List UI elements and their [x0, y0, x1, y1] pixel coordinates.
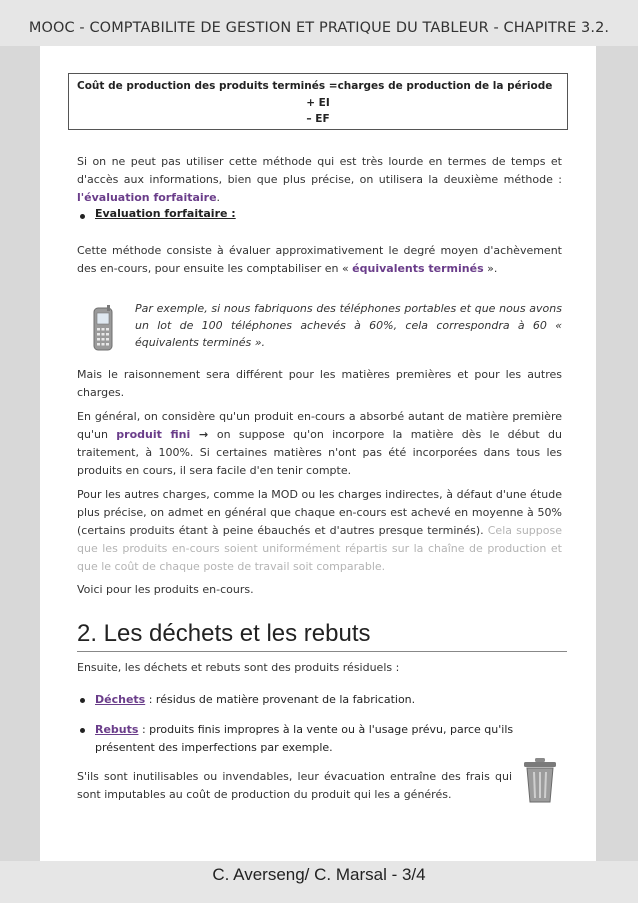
bullet-label: Evaluation forfaitaire :: [95, 207, 236, 220]
bullet-text: : produits finis impropres à la vente ou à l'usage prévu, parce qu'ils présentent des imperfections par exemple.: [95, 723, 514, 754]
formula-line-1: Coût de production des produits terminés =charges de production de la période: [77, 80, 553, 92]
paragraph-autres-charges: [77, 486, 562, 576]
bullet-dot: [80, 698, 85, 703]
trash-can-icon: [519, 756, 561, 804]
formula-line-2: + EI: [306, 97, 330, 109]
paragraph-evacuation: S'ils sont inutilisables ou invendables, leur évacuation entraîne des frais qui sont imputables au coût de production du produit qui les a générés.: [77, 770, 512, 801]
page-header: MOOC - COMPTABILITE DE GESTION ET PRATIQUE DU TABLEUR - CHAPITRE 3.2.: [28, 20, 610, 36]
paragraph-end: .: [216, 191, 221, 204]
page-footer: C. Averseng/ C. Marsal - 3/4: [212, 865, 426, 884]
paragraph-text: Pour les autres charges, comme la MOD ou les charges indirectes, à défaut d'une étude plus précise, on admet en général que chaque en-cours est achevé en moyenne à 50% (certains produits étant à peine ébauchés et d'autres presque terminés).: [77, 488, 562, 537]
bullet-dot: [80, 214, 85, 219]
paragraph-method-description: [77, 242, 562, 278]
term-produit-fini: produit fini: [116, 428, 191, 441]
page-sheet: [40, 46, 596, 861]
paragraph-light-text: Cela suppose que les produits en-cours soient uniformément répartis sur la chaîne de production et que le coût de chaque poste de travail soit comparable.: [77, 524, 562, 573]
paragraph-en-cours: Voici pour les produits en-cours.: [77, 583, 254, 596]
term-dechets: Déchets: [95, 693, 146, 706]
paragraph-text: Cette méthode consiste à évaluer approximativement le degré moyen d'achèvement des en-cours, pour ensuite les comptabiliser en «: [77, 244, 562, 275]
formula-line-3: – EF: [306, 113, 330, 125]
bullet-dechets: [95, 691, 565, 709]
paragraph-residus: Ensuite, les déchets et rebuts sont des produits résiduels :: [77, 661, 400, 674]
term-rebuts: Rebuts: [95, 723, 139, 736]
paragraph-matieres: [77, 408, 562, 480]
bullet-rebuts: [95, 721, 555, 757]
paragraph-text: En général, on considère qu'un produit en-cours a absorbé autant de matière première qu'un: [77, 410, 562, 441]
paragraph-end: ».: [483, 262, 498, 275]
paragraph-method-text: Si on ne peut pas utiliser cette méthode qui est très lourde en termes de temps et d'accès aux informations, bien que plus précise, on utilisera la deuxième méthode :: [77, 155, 562, 186]
paragraph-method: [77, 153, 562, 207]
phone-icon: [82, 305, 122, 353]
example-text: Par exemple, si nous fabriquons des téléphones portables et que nous avons un lot de 100 téléphones achevés à 60%, cela correspondra à 60 « équivalents terminés ».: [135, 302, 562, 349]
bullet-dot: [80, 728, 85, 733]
bullet-evaluation-forfaitaire: [95, 207, 236, 220]
paragraph-text: on suppose qu'on incorpore la matière dès le début du traitement, à 100%. Si certaines matières n'ont pas été incorporées dans tous les produits en cours, il sera facile d'en tenir compte.: [77, 428, 562, 477]
term-evaluation-forfaitaire: l'évaluation forfaitaire: [77, 191, 217, 204]
arrow-icon: →: [190, 428, 217, 441]
bullet-text: : résidus de matière provenant de la fabrication.: [145, 693, 416, 706]
paragraph-raisonnement: Mais le raisonnement sera différent pour les matières premières et pour les autres charges.: [77, 368, 562, 399]
section-title: 2. Les déchets et les rebuts: [77, 620, 371, 647]
formula-box: [68, 73, 568, 130]
section-divider: [77, 651, 567, 652]
term-equivalents-termines: équivalents terminés: [352, 262, 484, 275]
